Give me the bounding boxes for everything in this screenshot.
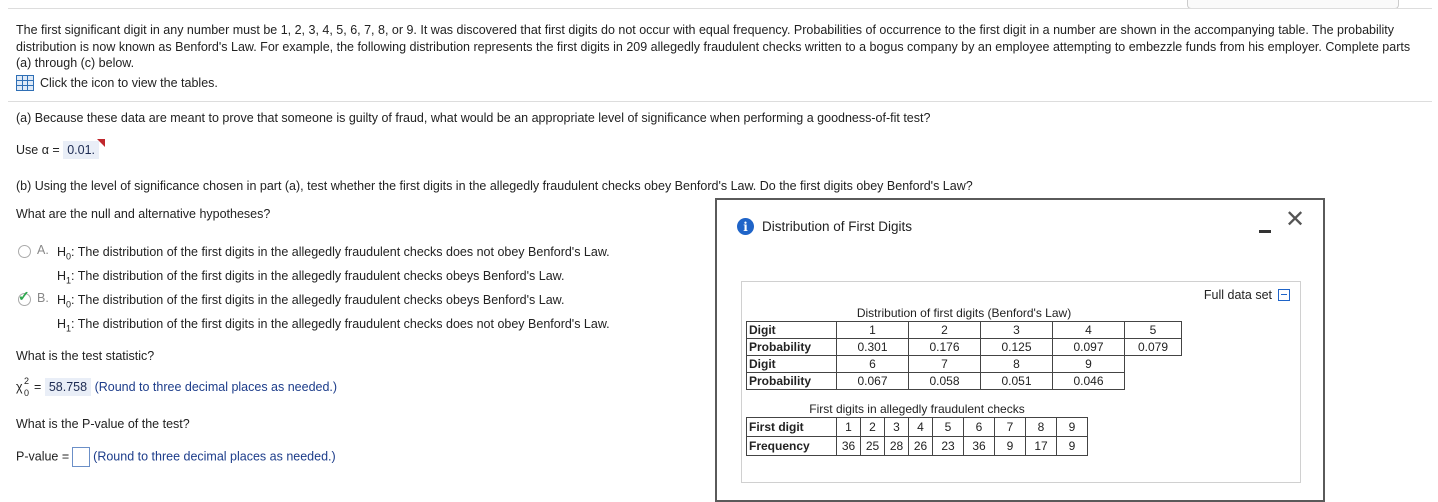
minimize-icon[interactable]: [1259, 230, 1271, 233]
close-icon[interactable]: ✕: [1285, 206, 1306, 233]
distribution-popup: [715, 198, 1325, 502]
part-b-question: (b) Using the level of significance chosen in part (a), test whether the first digits in the allegedly fraudulent checks obey Benford's Law. Do the first digits obey Benford's Law?: [16, 179, 973, 193]
stat-hint: (Round to three decimal places as needed.): [94, 380, 338, 394]
option-b[interactable]: [18, 288, 610, 338]
hypotheses-question: What are the null and alternative hypotheses?: [16, 207, 271, 221]
checks-table: [746, 401, 1088, 456]
option-letter: A.: [37, 243, 49, 257]
table-row: Frequency 36 25 28 26 23 36 9 17 9: [747, 437, 1088, 456]
option-a-h1: $H_1$: The distribution of the first digits in the allegedly fraudulent checks obeys Benford's Law.: [57, 268, 565, 285]
full-data-icon[interactable]: [1278, 289, 1290, 301]
info-icon: i: [737, 218, 754, 235]
popup-title: Distribution of First Digits: [762, 219, 913, 234]
table-link-row[interactable]: [16, 75, 218, 91]
divider: [8, 101, 1432, 102]
p-prefix: P-value =: [16, 449, 70, 464]
popup-header: [737, 218, 912, 235]
chi-square-symbol: χ 2 0: [16, 376, 30, 398]
checkmark-icon: ✓: [18, 288, 30, 304]
option-b-h1: $H_1$: The distribution of the first digits in the allegedly fraudulent checks does not obey Benford's Law.: [57, 316, 610, 333]
table-row: Digit 1 2 3 4 5: [747, 322, 1182, 339]
divider: [8, 8, 1432, 9]
table-icon[interactable]: [16, 75, 34, 91]
p-value-input[interactable]: [72, 447, 90, 467]
stat-question: What is the test statistic?: [16, 349, 155, 363]
table-caption: Distribution of first digits (Benford's Law): [856, 306, 1072, 320]
alpha-line: [16, 143, 99, 157]
p-line: [16, 447, 336, 467]
flag-icon: [97, 139, 105, 147]
table-row: Probability 0.067 0.058 0.051 0.046: [747, 373, 1182, 390]
table-row: Probability 0.301 0.176 0.125 0.097 0.079: [747, 339, 1182, 356]
full-data-set-link[interactable]: Full data set: [1204, 288, 1290, 302]
radio-a[interactable]: [18, 245, 31, 258]
p-question: What is the P-value of the test?: [16, 417, 190, 431]
problem-intro: The first significant digit in any number must be 1, 2, 3, 4, 5, 6, 7, 8, or 9. It was discovered that first digits do not occur with equal frequency. Probabilities of occurrence to the first digit in a number are shown in the accompanying table. The probability distribution is now known as Benford's Law. For example, the following distribution represents the first digits in 209 allegedly fraudulent checks written to a bogus company by an employee attempting to embezzle funds from his employer. Complete parts (a) through (c) below.: [16, 23, 1411, 70]
table-row: Digit 6 7 8 9: [747, 356, 1182, 373]
table-link-label: Click the icon to view the tables.: [40, 76, 218, 90]
radio-b[interactable]: [18, 288, 31, 306]
alpha-prefix: Use α =: [16, 143, 60, 157]
p-hint: (Round to three decimal places as needed.): [93, 449, 336, 464]
option-a[interactable]: [18, 243, 610, 290]
part-a-question: (a) Because these data are meant to prove that someone is guilty of fraud, what would be an appropriate level of significance when performing a goodness-of-fit test?: [16, 111, 931, 125]
alpha-answer[interactable]: 0.01.: [63, 141, 99, 159]
table-row: First digit 1 2 3 4 5 6 7 8 9: [747, 418, 1088, 437]
option-b-h0: $H_0$: The distribution of the first digits in the allegedly fraudulent checks obeys Benford's Law.: [57, 293, 565, 310]
table-caption: First digits in allegedly fraudulent checks: [809, 402, 1025, 416]
benford-table: [746, 305, 1182, 390]
tables-panel: [741, 281, 1301, 483]
stat-answer[interactable]: 58.758: [45, 378, 91, 396]
stat-line: χ 2 0 = 58.758 (Round to three decimal places as needed.): [16, 376, 338, 398]
option-letter: B.: [37, 291, 49, 305]
option-a-h0: $H_0$: The distribution of the first digits in the allegedly fraudulent checks does not obey Benford's Law.: [57, 245, 610, 262]
